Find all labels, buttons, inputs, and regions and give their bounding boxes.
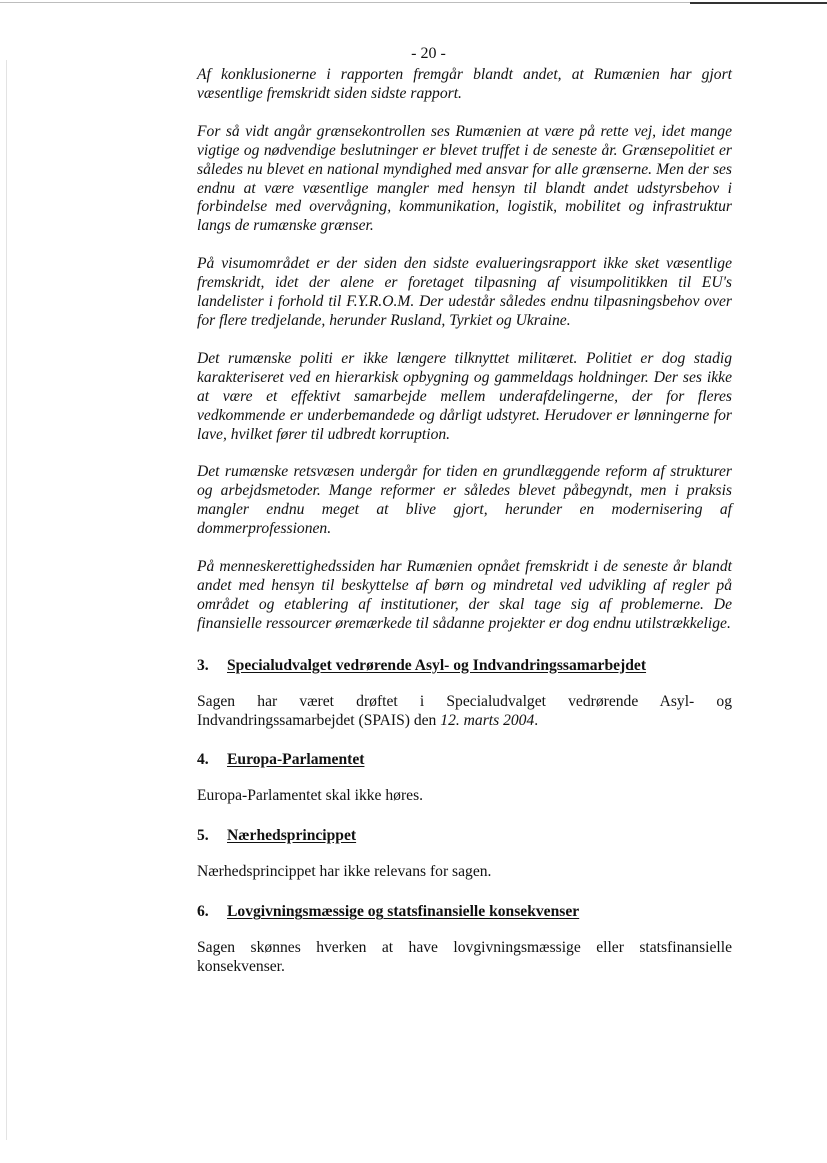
paragraph-border-control: For så vidt angår grænsekontrollen ses Rumænien at være på rette vej, idet mange vigtige og nødvendige beslutninger er blevet truffet i de seneste år. Grænsepolitiet er således nu blevet en national myndighed med ansvar for alle grænserne. Men der ses endnu at være væsentlige mangler med hensyn til blandt andet udstyrsbehov i forbindelse med overvågning, kommunikation, logistik, mobilitet og infrastruktur langs de rumænske grænser. bbox=[197, 122, 732, 235]
section-number: 3. bbox=[197, 656, 209, 674]
paragraph-conclusions: Af konklusionerne i rapporten fremgår blandt andet, at Rumænien har gjort væsentlige fremskridt siden sidste rapport. bbox=[197, 66, 732, 102]
body-date: 12. marts 2004 bbox=[440, 711, 535, 729]
scan-top-edge-dark bbox=[690, 2, 827, 4]
scan-left-edge bbox=[6, 60, 7, 1140]
paragraph-human-rights: På menneskerettighedssiden har Rumænien opnået fremskridt i de seneste år blandt andet med hensyn til beskyttelse af børn og mindretal ved udvikling af regler på området og etablering af institutioner, der skal tage sig af problemerne. De finansielle ressourcer øremærkede til sådanne projekter er dog endnu utilstrækkelige. bbox=[197, 558, 732, 632]
page-number: - 20 - bbox=[411, 45, 446, 62]
section-number: 4. bbox=[197, 751, 209, 769]
section-title: Europa-Parlamentet bbox=[227, 751, 365, 769]
section-body-3 bbox=[197, 693, 732, 731]
paragraph-visa: På visumområdet er der siden den sidste evalueringsrapport ikke sket væsentlige fremskridt, idet der alene er foretaget tilpasning af visumpolitikken til EU's landelister i forhold til F.Y.R.O.M. Der udestår således endnu tilpasningsbehov over for flere tredjelande, herunder Rusland, Tyrkiet og Ukraine. bbox=[197, 255, 732, 329]
section-body-5: Nærhedsprincippet har ikke relevans for sagen. bbox=[197, 863, 492, 881]
section-number: 6. bbox=[197, 903, 209, 921]
section-title: Specialudvalget vedrørende Asyl- og Indvandringssamarbejdet bbox=[227, 656, 647, 674]
section-title: Nærhedsprincippet bbox=[227, 827, 357, 845]
section-body-4: Europa-Parlamentet skal ikke høres. bbox=[197, 787, 424, 805]
document-body bbox=[197, 66, 732, 977]
section-heading-5 bbox=[197, 826, 732, 845]
section-title: Lovgivningsmæssige og statsfinansielle konsekvenser bbox=[227, 903, 580, 921]
body-text: Sagen har været drøftet i Specialudvalget vedrørende Asyl- og Indvandringssamarbejdet (SPAIS) den bbox=[197, 692, 732, 729]
body-end: . bbox=[534, 711, 539, 729]
section-heading-3 bbox=[197, 656, 732, 675]
section-number: 5. bbox=[197, 827, 209, 845]
paragraph-police: Det rumænske politi er ikke længere tilknyttet militæret. Politiet er dog stadig karakteriseret ved en hierarkisk opbygning og gammeldags holdninger. Der ses ikke at være et effektivt samarbejde mellem underafdelingerne, der for fleres vedkommende er underbemandede og dårligt udstyret. Herudover er lønningerne for lave, hvilket fører til udbredt korruption. bbox=[197, 349, 732, 443]
section-heading-6 bbox=[197, 902, 732, 921]
section-heading-4 bbox=[197, 750, 732, 769]
paragraph-judiciary: Det rumænske retsvæsen undergår for tiden en grundlæggende reform af strukturer og arbejdsmetoder. Mange reformer er således blevet påbegyndt, men i praksis mangler endnu meget at blive gjort, herunder en modernisering af dommerprofessionen. bbox=[197, 463, 732, 538]
section-body-6: Sagen skønnes hverken at have lovgivningsmæssige eller statsfinansielle konsekvenser. bbox=[197, 939, 732, 976]
